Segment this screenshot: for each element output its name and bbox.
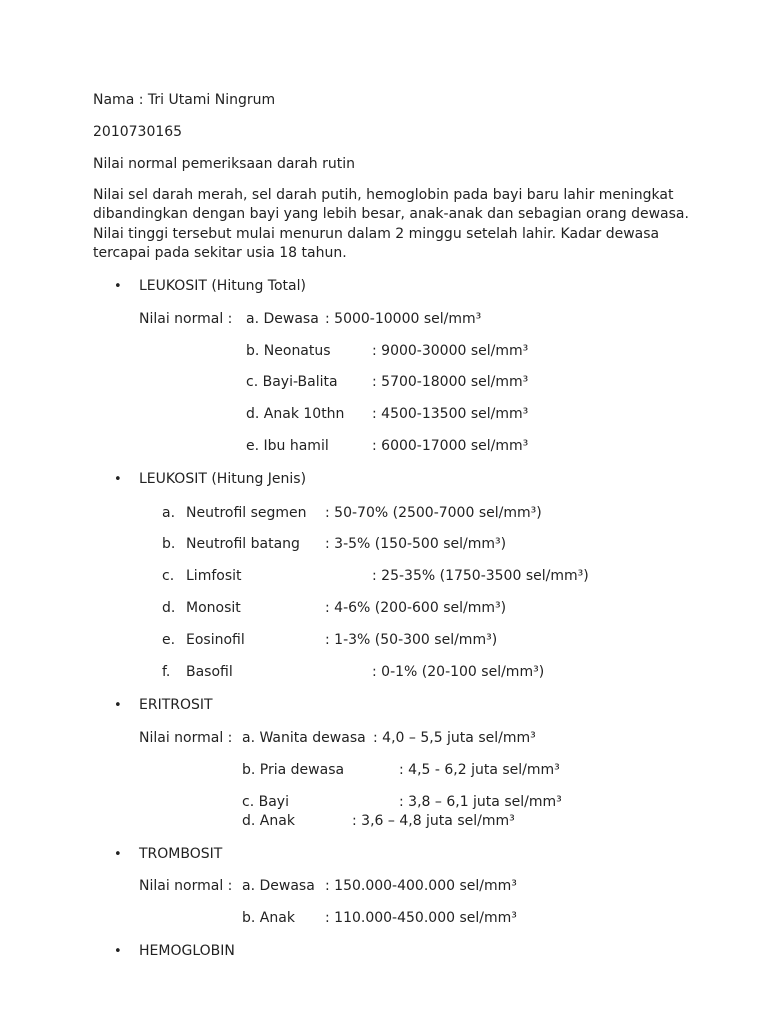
leukosit-jenis-row-value: : 4-6% (200-600 sel/mm³) [325,600,507,616]
bullet-leukosit-jenis: • [114,472,122,487]
leukosit-jenis-row-value: : 50-70% (2500-7000 sel/mm³) [325,505,542,521]
heading-leukosit-total: LEUKOSIT (Hitung Total) [139,278,306,294]
eritrosit-label: Nilai normal : [139,730,233,746]
leukosit-total-row-value: : 6000-17000 sel/mm³ [372,438,529,454]
leukosit-jenis-row-letter: b. [162,536,176,552]
bullet-eritrosit: • [114,698,122,713]
trombosit-row-key: b. Anak [242,910,295,926]
eritrosit-row-key: c. Bayi [242,794,289,810]
leukosit-total-row-key: c. Bayi-Balita [246,374,338,390]
eritrosit-row-key: a. Wanita dewasa [242,730,366,746]
leukosit-jenis-row-value: : 3-5% (150-500 sel/mm³) [325,536,507,552]
leukosit-total-row-value: : 5000-10000 sel/mm³ [325,311,482,327]
leukosit-jenis-row-letter: d. [162,600,176,616]
leukosit-jenis-row-value: : 25-35% (1750-3500 sel/mm³) [372,568,589,584]
trombosit-row-value: : 110.000-450.000 sel/mm³ [325,910,517,926]
eritrosit-row-key: b. Pria dewasa [242,762,345,778]
bullet-trombosit: • [114,847,122,862]
leukosit-jenis-row-key: Monosit [186,600,241,616]
leukosit-total-row-value: : 4500-13500 sel/mm³ [372,406,529,422]
eritrosit-row-value: : 4,0 – 5,5 juta sel/mm³ [373,730,536,746]
trombosit-row-value: : 150.000-400.000 sel/mm³ [325,878,517,894]
heading-eritrosit: ERITROSIT [139,697,213,713]
leukosit-jenis-row-letter: e. [162,632,176,648]
bullet-hemoglobin: • [114,944,122,959]
student-id: 2010730165 [93,124,183,140]
leukosit-jenis-row-key: Neutrofil batang [186,536,300,552]
leukosit-total-row-key: a. Dewasa [246,311,319,327]
student-name-line: Nama : Tri Utami Ningrum [93,92,276,108]
leukosit-jenis-row-key: Basofil [186,664,233,680]
leukosit-jenis-row-key: Eosinofil [186,632,245,648]
leukosit-jenis-row-value: : 0-1% (20-100 sel/mm³) [372,664,545,680]
leukosit-jenis-row-key: Neutrofil segmen [186,505,307,521]
leukosit-total-row-value: : 5700-18000 sel/mm³ [372,374,529,390]
document-title: Nilai normal pemeriksaan darah rutin [93,156,355,172]
eritrosit-row-key: d. Anak [242,813,295,829]
leukosit-jenis-row-letter: f. [162,664,171,680]
leukosit-jenis-row-value: : 1-3% (50-300 sel/mm³) [325,632,498,648]
leukosit-total-row-value: : 9000-30000 sel/mm³ [372,343,529,359]
leukosit-total-row-key: d. Anak 10thn [246,406,345,422]
leukosit-jenis-row-letter: a. [162,505,176,521]
leukosit-total-row-key: b. Neonatus [246,343,331,359]
heading-hemoglobin: HEMOGLOBIN [139,943,235,959]
heading-leukosit-jenis: LEUKOSIT (Hitung Jenis) [139,471,307,487]
eritrosit-row-value: : 3,6 – 4,8 juta sel/mm³ [352,813,515,829]
eritrosit-row-value: : 4,5 - 6,2 juta sel/mm³ [399,762,560,778]
intro-paragraph: Nilai sel darah merah, sel darah putih, hemoglobin pada bayi baru lahir meningkat dibandingkan dengan bayi yang lebih besar, anak-anak dan sebagian orang dewasa. Nilai tinggi tersebut mulai menurun dalam 2 minggu setelah lahir. Kadar dewasa tercapai pada sekitar usia 18 tahun. [93,187,689,261]
trombosit-row-key: a. Dewasa [242,878,315,894]
leukosit-jenis-row-letter: c. [162,568,175,584]
heading-trombosit: TROMBOSIT [139,846,223,862]
leukosit-jenis-row-key: Limfosit [186,568,242,584]
leukosit-total-row-key: e. Ibu hamil [246,438,329,454]
bullet-leukosit-total: • [114,279,122,294]
eritrosit-row-value: : 3,8 – 6,1 juta sel/mm³ [399,794,562,810]
leukosit-total-label: Nilai normal : [139,311,233,327]
trombosit-label: Nilai normal : [139,878,233,894]
